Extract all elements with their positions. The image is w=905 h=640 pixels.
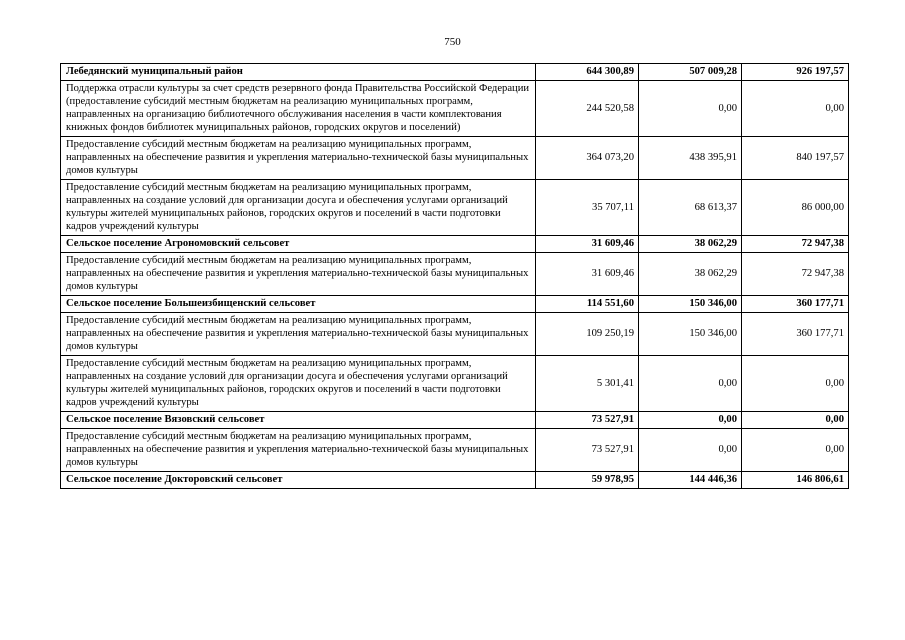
row-value-2: 507 009,28	[639, 64, 742, 81]
row-value-1: 109 250,19	[536, 313, 639, 356]
row-value-2: 438 395,91	[639, 137, 742, 180]
row-description: Предоставление субсидий местным бюджетам на реализацию муниципальных программ, направленных на обеспечение развития и укрепления материально-технической базы муниципальных домов культуры	[61, 313, 536, 356]
row-value-1: 59 978,95	[536, 472, 639, 489]
row-value-1: 35 707,11	[536, 180, 639, 236]
row-description: Сельское поселение Агрономовский сельсовет	[61, 236, 536, 253]
row-description: Сельское поселение Вязовский сельсовет	[61, 412, 536, 429]
row-value-3: 360 177,71	[742, 313, 849, 356]
table-row-bolsheizbishchensky-settlement	[61, 296, 849, 313]
row-value-3: 72 947,38	[742, 236, 849, 253]
budget-table	[60, 63, 849, 489]
row-value-3: 0,00	[742, 81, 849, 137]
row-description: Предоставление субсидий местным бюджетам на реализацию муниципальных программ, направленных на обеспечение развития и укрепления материально-технической базы муниципальных домов культуры	[61, 137, 536, 180]
row-value-1: 31 609,46	[536, 253, 639, 296]
row-value-1: 644 300,89	[536, 64, 639, 81]
table-row-doktorovsky-settlement	[61, 472, 849, 489]
row-value-2: 150 346,00	[639, 313, 742, 356]
table-row	[61, 429, 849, 472]
table-row-vyazovsky-settlement	[61, 412, 849, 429]
row-value-2: 38 062,29	[639, 253, 742, 296]
row-value-2: 0,00	[639, 81, 742, 137]
table-row	[61, 253, 849, 296]
row-description: Сельское поселение Большеизбищенский сельсовет	[61, 296, 536, 313]
table-row	[61, 356, 849, 412]
row-description: Предоставление субсидий местным бюджетам на реализацию муниципальных программ, направленных на создание условий для организации досуга и обеспечения услугами организаций культуры жителей муниципальных районов, городских округов и поселений в части подготовки кадров учреждений культуры	[61, 356, 536, 412]
row-value-1: 244 520,58	[536, 81, 639, 137]
row-value-3: 0,00	[742, 429, 849, 472]
row-value-1: 73 527,91	[536, 429, 639, 472]
table-row	[61, 137, 849, 180]
row-value-3: 360 177,71	[742, 296, 849, 313]
budget-table-body	[61, 64, 849, 489]
row-value-1: 5 301,41	[536, 356, 639, 412]
row-value-2: 0,00	[639, 412, 742, 429]
row-value-1: 73 527,91	[536, 412, 639, 429]
row-value-2: 0,00	[639, 429, 742, 472]
row-description: Предоставление субсидий местным бюджетам на реализацию муниципальных программ, направленных на обеспечение развития и укрепления материально-технической базы муниципальных домов культуры	[61, 429, 536, 472]
table-row	[61, 313, 849, 356]
row-description: Поддержка отрасли культуры за счет средств резервного фонда Правительства Российской Федерации (предоставление субсидий местным бюджетам на реализацию муниципальных программ, направленных на организацию библиотечного обслуживания населения в части комплектования книжных фондов библиотек муниципальных районов, городских округов и поселений)	[61, 81, 536, 137]
row-value-3: 86 000,00	[742, 180, 849, 236]
row-value-1: 114 551,60	[536, 296, 639, 313]
row-value-2: 68 613,37	[639, 180, 742, 236]
table-row	[61, 81, 849, 137]
table-row-lebedyansky-district	[61, 64, 849, 81]
row-value-2: 144 446,36	[639, 472, 742, 489]
row-value-2: 150 346,00	[639, 296, 742, 313]
row-value-1: 31 609,46	[536, 236, 639, 253]
row-value-3: 72 947,38	[742, 253, 849, 296]
row-value-3: 0,00	[742, 412, 849, 429]
row-description: Предоставление субсидий местным бюджетам на реализацию муниципальных программ, направленных на создание условий для организации досуга и обеспечения услугами организаций культуры жителей муниципальных районов, городских округов и поселений в части подготовки кадров учреждений культуры	[61, 180, 536, 236]
row-value-3: 0,00	[742, 356, 849, 412]
row-value-1: 364 073,20	[536, 137, 639, 180]
row-description: Сельское поселение Докторовский сельсовет	[61, 472, 536, 489]
row-value-2: 0,00	[639, 356, 742, 412]
row-value-3: 840 197,57	[742, 137, 849, 180]
row-value-2: 38 062,29	[639, 236, 742, 253]
table-row-agronomovsky-settlement	[61, 236, 849, 253]
page-number: 750	[444, 36, 461, 48]
row-description: Лебедянский муниципальный район	[61, 64, 536, 81]
row-value-3: 926 197,57	[742, 64, 849, 81]
row-value-3: 146 806,61	[742, 472, 849, 489]
row-description: Предоставление субсидий местным бюджетам на реализацию муниципальных программ, направленных на обеспечение развития и укрепления материально-технической базы муниципальных домов культуры	[61, 253, 536, 296]
table-row	[61, 180, 849, 236]
